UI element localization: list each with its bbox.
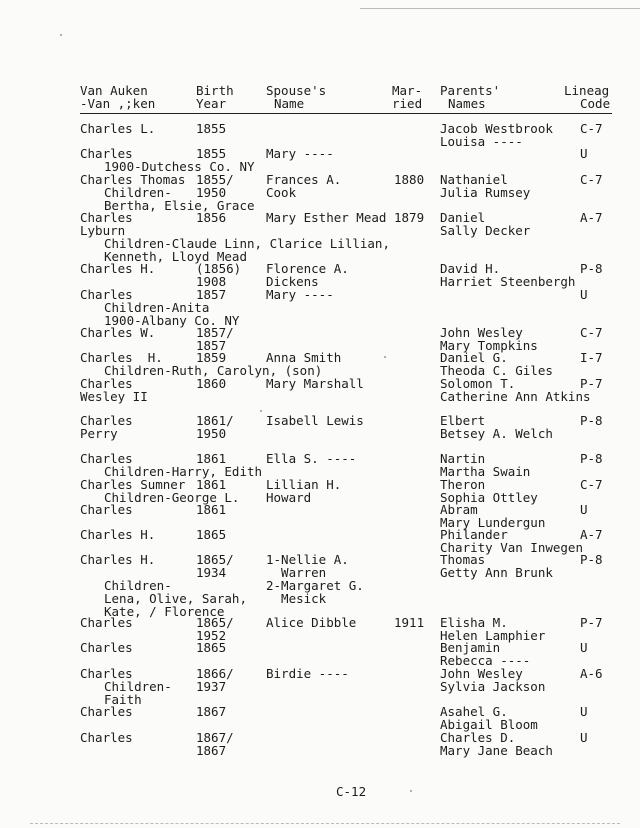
entry-parents: Asahel G. [440,704,508,719]
entry-spouse: Ella S. ---- [266,451,357,466]
entry-spouse: Isabell Lewis [266,413,364,428]
entry-parents: Harriet Steenbergh [440,273,576,289]
entry-note: 1900-Dutchess Co. NY [104,158,255,174]
entry-name: Charles H. [80,552,156,567]
entry-parents: John Wesley [440,325,523,340]
entry-parents: Martha Swain [440,463,531,479]
entry-name: Charles [80,502,133,517]
entry-code: P-8 [580,261,603,276]
header-birth-2: Year [196,96,227,111]
entry-parents: Louisa ---- [440,133,523,149]
entry-spouse: Mesick [266,590,327,606]
entry-parents: Philander [440,527,508,542]
entry-note: Kate, / Florence [104,603,225,619]
entry-name: Wesley II [80,388,148,404]
entry-birth: 1952 [196,627,227,643]
header-lineage-1: Lineag [564,83,610,98]
entry-birth: 1867/ [196,730,234,745]
entry-parents: Nartin [440,451,486,466]
entry-code: A-7 [580,527,603,542]
entry-birth: 1855/ [196,172,234,187]
entry-birth: 1861 [196,502,227,517]
entry-birth: 1866/ [196,666,234,681]
entry-name: Charles H. [80,261,156,276]
entry-note: Children-Anita [104,299,210,315]
entry-birth: 1867 [196,742,227,758]
entry-parents: Abigail Bloom [440,716,538,732]
entry-parents: Theoda C. Giles [440,362,553,378]
entry-parents: Sylvia Jackson [440,678,546,694]
scan-edge-top [360,8,640,9]
entry-note: Children-Ruth, Carolyn, (son) [104,362,323,378]
entry-note: Lena, Olive, Sarah, [104,590,247,606]
entry-parents: Charles D. [440,730,516,745]
entry-birth: 1865/ [196,615,234,630]
entry-code: C-7 [580,121,603,136]
entry-parents: Catherine Ann Atkins [440,388,591,404]
entry-spouse: Howard [266,489,312,505]
entry-married: 1879 [394,210,425,225]
entry-name: Charles [80,376,133,391]
header-spouse-2: Name [274,96,305,111]
entry-note: Children- [104,678,172,694]
entry-birth: 1934 [196,564,227,580]
entry-code: I-7 [580,350,603,365]
entry-spouse: 1-Nellie A. [266,552,349,567]
scan-speck [260,410,262,412]
entry-parents: Rebecca ---- [440,652,531,668]
scan-edge-bottom [30,823,620,824]
entry-code: P-7 [580,376,603,391]
entry-parents: Elisha M. [440,615,508,630]
entry-note: Faith [104,691,142,707]
entry-parents: Solomon T. [440,376,516,391]
entry-spouse: Mary Esther Mead [266,210,387,225]
entry-name: Charles [80,210,133,225]
entry-parents: Julia Rumsey [440,184,531,200]
entry-code: P-7 [580,615,603,630]
entry-birth: 1865/ [196,552,234,567]
entry-code: U [580,640,588,655]
header-name-2: -Van ,;ken [80,96,156,111]
entry-parents: Thomas [440,552,486,567]
entry-note: 1900-Albany Co. NY [104,312,240,328]
entry-parents: Daniel G. [440,350,508,365]
entry-code: C-7 [580,172,603,187]
entry-parents: Mary Lundergun [440,514,546,530]
entry-code: A-7 [580,210,603,225]
entry-birth: 1859 [196,350,227,365]
entry-note: Children-Harry, Edith [104,463,263,479]
entry-parents: Mary Tompkins [440,337,538,353]
entry-parents: Sophia Ottley [440,489,538,505]
entry-name: Charles L. [80,121,156,136]
entry-spouse: Florence A. [266,261,349,276]
entry-birth: 1855 [196,146,227,161]
entry-birth: 1860 [196,376,227,391]
entry-name: Charles [80,730,133,745]
entry-parents: Elbert [440,413,486,428]
entry-name: Lyburn [80,222,126,238]
scan-speck [60,34,62,36]
entry-code: U [580,730,588,745]
entry-birth: 1950 [196,425,227,441]
entry-parents: Betsey A. Welch [440,425,553,441]
entry-spouse: Anna Smith [266,350,342,365]
entry-name: Charles W. [80,325,156,340]
entry-spouse: Warren [266,564,327,580]
entry-spouse: Frances A. [266,172,342,187]
entry-parents: John Wesley [440,666,523,681]
header-spouse-1: Spouse's [266,83,327,98]
entry-birth: 1857 [196,287,227,302]
entry-code: P-8 [580,552,603,567]
entry-birth: 1950 [196,184,227,200]
entry-note: Children- [104,184,172,200]
entry-spouse: 2-Margaret G. [266,577,364,593]
entry-birth: (1856) [196,261,242,276]
header-lineage-2: Code [580,96,611,111]
entry-birth: 1867 [196,704,227,719]
entry-parents: Theron [440,477,486,492]
entry-birth: 1908 [196,273,227,289]
entry-note: Kenneth, Lloyd Mead [104,248,247,264]
entry-note: Children-George L. [104,489,240,505]
entry-name: Perry [80,425,118,441]
entry-spouse: Birdie ---- [266,666,349,681]
entry-code: U [580,704,588,719]
entry-code: C-7 [580,325,603,340]
entry-name: Charles H. [80,527,156,542]
page-number: C-12 [336,784,367,799]
scan-speck [384,356,386,358]
entry-parents: Helen Lamphier [440,627,546,643]
entry-spouse: Lillian H. [266,477,342,492]
entry-parents: Sally Decker [440,222,531,238]
entry-code: U [580,287,588,302]
entry-name: Charles [80,615,133,630]
entry-code: P-8 [580,451,603,466]
scan-speck [410,790,412,792]
entry-name: Charles Thomas [80,172,186,187]
entry-parents: Abram [440,502,478,517]
entry-spouse: Mary ---- [266,287,334,302]
entry-birth: 1861/ [196,413,234,428]
entry-birth: 1865 [196,640,227,655]
header-name-1: Van Auken [80,83,148,98]
entry-note: Bertha, Elsie, Grace [104,197,255,213]
entry-birth: 1856 [196,210,227,225]
entry-spouse: Alice Dibble [266,615,357,630]
entry-code: A-6 [580,666,603,681]
entry-birth: 1857/ [196,325,234,340]
entry-parents: Mary Jane Beach [440,742,553,758]
entry-married: 1911 [394,615,425,630]
entry-name: Charles [80,704,133,719]
entry-code: U [580,502,588,517]
entry-name: Charles [80,413,133,428]
entry-spouse: Mary ---- [266,146,334,161]
entry-birth: 1937 [196,678,227,694]
entry-name: Charles Sumner [80,477,186,492]
entry-spouse: Mary Marshall [266,376,364,391]
entry-parents: Jacob Westbrook [440,121,553,136]
entry-birth: 1861 [196,477,227,492]
header-parents-1: Parents' [440,83,501,98]
entry-spouse: Dickens [266,273,319,289]
entry-parents: Getty Ann Brunk [440,564,553,580]
entry-code: P-8 [580,413,603,428]
entry-name: Charles [80,666,133,681]
entry-name: Charles [80,640,133,655]
entry-note: Children- [104,577,172,593]
entry-parents: Nathaniel [440,172,508,187]
entry-parents: Benjamin [440,640,501,655]
entry-parents: David H. [440,261,501,276]
entry-parents: Charity Van Inwegen [440,539,583,555]
entry-parents: Daniel [440,210,486,225]
entry-birth: 1861 [196,451,227,466]
entry-name: Charles H. [80,350,163,365]
entry-name: Charles [80,146,133,161]
entry-code: C-7 [580,477,603,492]
entry-birth: 1857 [196,337,227,353]
header-married-2: ried [392,96,423,111]
entry-spouse: Cook [266,184,297,200]
header-married-1: Mar- [392,83,423,98]
entry-birth: 1865 [196,527,227,542]
header-rule [80,113,612,114]
entry-married: 1880 [394,172,425,187]
entry-name: Charles [80,287,133,302]
entry-note: Children-Claude Linn, Clarice Lillian, [104,235,390,251]
entry-name: Charles [80,451,133,466]
header-birth-1: Birth [196,83,234,98]
entry-code: U [580,146,588,161]
entry-birth: 1855 [196,121,227,136]
header-parents-2: Names [448,96,486,111]
